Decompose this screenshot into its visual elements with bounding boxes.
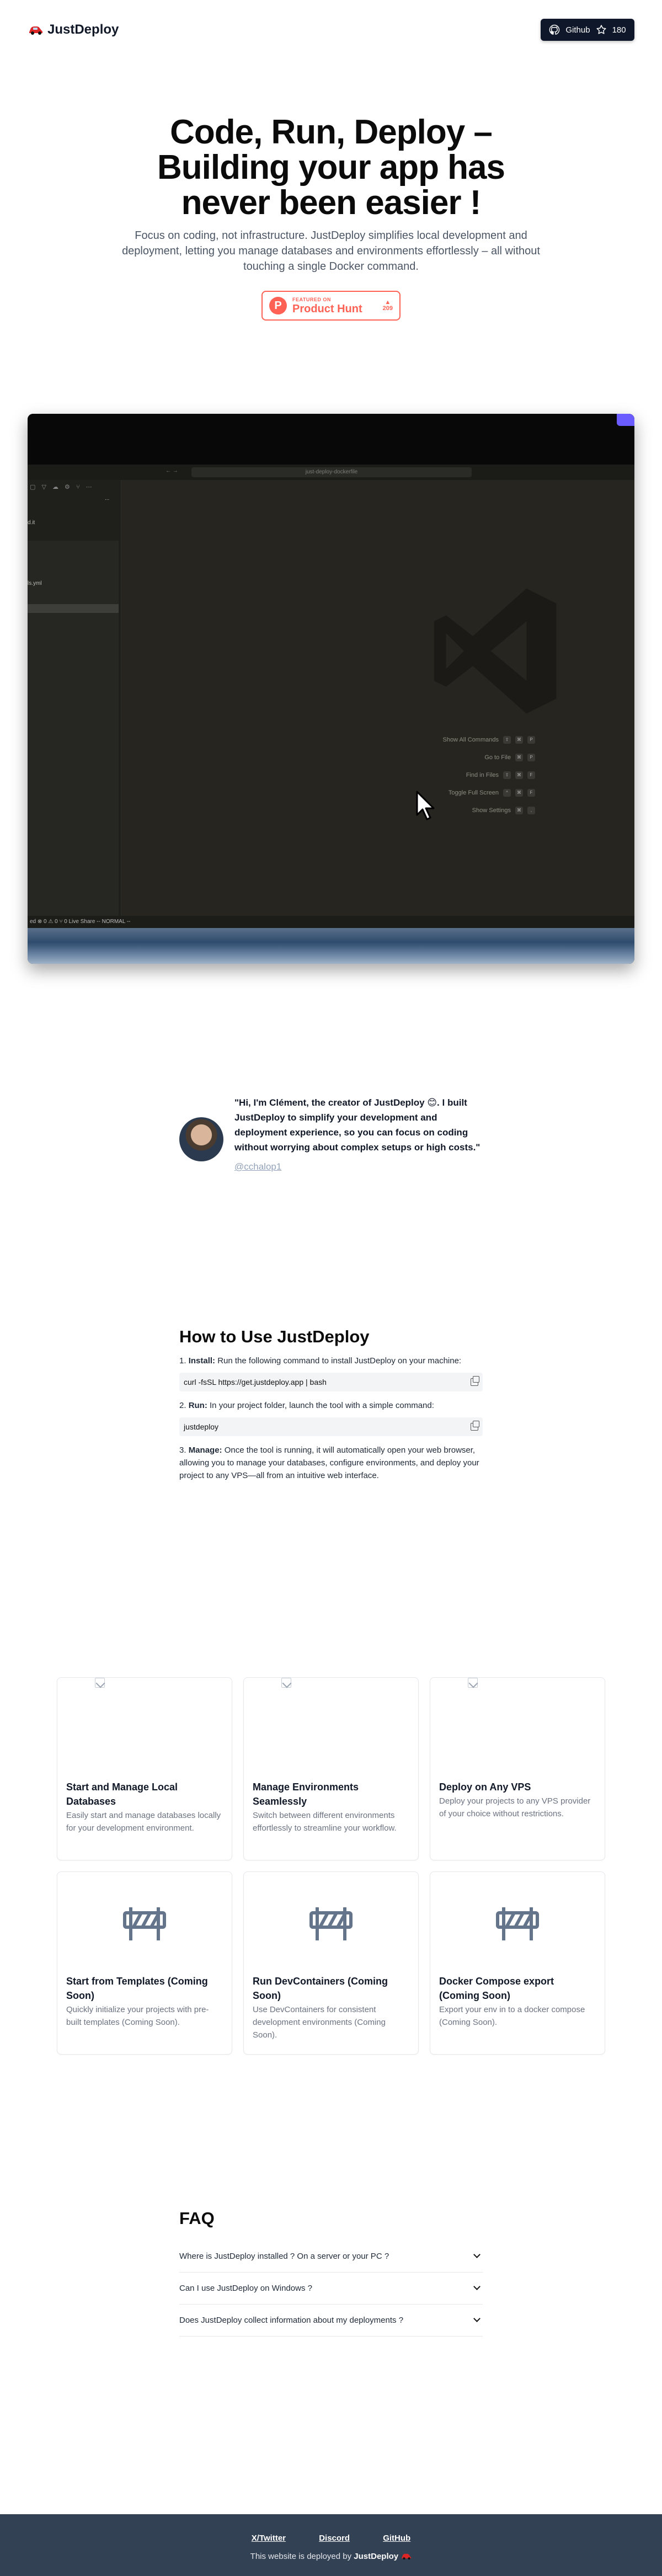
site-header xyxy=(0,0,662,61)
feature-card xyxy=(243,1677,419,1860)
quote-text: "Hi, I'm Clément, the creator of JustDeploy 😊. I built JustDeploy to simplify your development and deployment experience, so you can focus on coding without worrying about complex setups or high costs." xyxy=(234,1097,481,1153)
car-logo-icon xyxy=(401,2552,412,2560)
nav-arrows-icon: ← → xyxy=(166,468,178,474)
ph-votes xyxy=(383,300,393,312)
broken-image-icon xyxy=(95,1678,105,1688)
feature-card xyxy=(57,1677,232,1860)
editor-status-bar: ed ⊗ 0 ⚠ 0 ⑂ 0 Live Share -- NORMAL -- xyxy=(28,916,634,928)
editor-titlebar xyxy=(28,465,634,480)
brand-name: JustDeploy xyxy=(47,22,119,37)
feature-title: Start from Templates (Coming Soon) xyxy=(66,1976,208,2001)
howto-title: How to Use JustDeploy xyxy=(179,1327,370,1346)
sidebar-row: ls.yml xyxy=(28,580,42,586)
copy-icon[interactable] xyxy=(471,1423,478,1431)
faq-question: Does JustDeploy collect information about my deployments ? xyxy=(179,2316,404,2325)
install-command: curl -fsSL https://get.justdeploy.app | bash xyxy=(184,1378,327,1386)
twitter-handle-link[interactable]: @cchalop1 xyxy=(234,1161,282,1172)
broken-image-icon xyxy=(281,1678,291,1688)
step-manage: 3. Manage: Once the tool is running, it will automatically open your web browser, allowing you to manage your databases, configure environments, and deploy your project to any VPS—all from an intuitive web interface. xyxy=(179,1446,479,1480)
footer-link-github[interactable]: GitHub xyxy=(383,2534,411,2543)
github-label: Github xyxy=(565,25,590,35)
avatar xyxy=(179,1117,223,1161)
faq-section xyxy=(179,2209,483,2337)
run-command-block xyxy=(179,1417,483,1436)
demo-screenshot xyxy=(28,414,634,964)
feature-card xyxy=(243,1871,419,2055)
github-stars-count: 180 xyxy=(612,25,626,35)
copy-icon[interactable] xyxy=(471,1378,478,1386)
github-star-button[interactable] xyxy=(541,19,634,41)
sidebar-row: ... xyxy=(105,495,110,502)
screen-recording-icon xyxy=(617,414,634,426)
broken-image-icon xyxy=(468,1678,478,1688)
faq-item[interactable] xyxy=(179,2305,483,2337)
shortcut-row: Show All Commands ⇧ ⌘ P xyxy=(392,731,535,749)
feature-card xyxy=(430,1871,605,2055)
feature-title: Run DevContainers (Coming Soon) xyxy=(253,1976,388,2001)
shortcut-list xyxy=(392,731,535,819)
construction-barrier-icon xyxy=(309,1904,353,1943)
github-icon xyxy=(549,24,560,35)
product-hunt-badge[interactable] xyxy=(261,291,401,321)
feature-desc: Switch between different environments effortlessly to streamline your workflow. xyxy=(253,1811,397,1833)
footer-brand: JustDeploy xyxy=(354,2552,399,2561)
macos-top-area xyxy=(28,414,634,465)
step-run: 2. Run: In your project folder, launch the tool with a simple command: xyxy=(179,1401,434,1410)
step-install: 1. Install: Run the following command to install JustDeploy on your machine: xyxy=(179,1356,462,1366)
star-icon xyxy=(596,24,607,35)
editor-search-input: just-deploy-dockerfile xyxy=(191,467,472,477)
footer-links xyxy=(0,2534,662,2543)
upvote-triangle-icon: ▲ xyxy=(385,299,391,306)
vscode-watermark-icon xyxy=(419,577,568,726)
sidebar-highlight-row xyxy=(28,604,119,613)
desktop-wallpaper xyxy=(28,928,634,964)
feature-desc: Quickly initialize your projects with pre-built templates (Coming Soon). xyxy=(66,2005,209,2027)
feature-desc: Deploy your projects to any VPS provider of your choice without restrictions. xyxy=(439,1796,591,1818)
ph-vote-count: 209 xyxy=(382,305,393,312)
install-command-block xyxy=(179,1373,483,1391)
construction-barrier-icon xyxy=(495,1904,540,1943)
faq-title: FAQ xyxy=(179,2209,215,2228)
chevron-down-icon xyxy=(473,2283,481,2290)
shortcut-row: Show Settings ⌘ , xyxy=(392,802,535,819)
faq-item[interactable] xyxy=(179,2241,483,2273)
faq-question: Can I use JustDeploy on Windows ? xyxy=(179,2284,312,2293)
creator-quote xyxy=(179,1095,488,1172)
product-hunt-logo-icon: P xyxy=(269,297,287,314)
shortcut-row: Toggle Full Screen ^ ⌘ F xyxy=(392,784,535,802)
ph-featured-label: FEATURED ON xyxy=(292,296,331,302)
feature-title: Deploy on Any VPS xyxy=(439,1782,531,1793)
chevron-down-icon xyxy=(473,2315,481,2322)
run-command: justdeploy xyxy=(184,1422,219,1431)
feature-desc: Easily start and manage databases locally for your development environment. xyxy=(66,1811,221,1833)
brand-logo-link[interactable] xyxy=(28,22,119,38)
footer-note: This website is deployed by JustDeploy xyxy=(0,2552,662,2561)
features-grid xyxy=(57,1677,605,2055)
ph-brand-label: Product Hunt xyxy=(292,302,362,315)
feature-card xyxy=(430,1677,605,1860)
feature-title: Start and Manage Local Databases xyxy=(66,1782,178,1807)
hero-title: Code, Run, Deploy – Building your app has never been easier ! xyxy=(157,113,505,222)
construction-barrier-icon xyxy=(122,1904,167,1943)
editor-sidebar xyxy=(28,480,121,916)
feature-title: Manage Environments Seamlessly xyxy=(253,1782,359,1807)
shortcut-row: Find in Files ⇧ ⌘ F xyxy=(392,766,535,784)
editor-main xyxy=(121,480,634,916)
sidebar-row: d.it xyxy=(28,520,35,526)
feature-desc: Use DevContainers for consistent development environments (Coming Soon). xyxy=(253,2005,386,2040)
feature-desc: Export your env in to a docker compose (Coming Soon). xyxy=(439,2005,585,2027)
feature-card xyxy=(57,1871,232,2055)
hero-subtitle: Focus on coding, not infrastructure. JustDeploy simplifies local development and deployment, letting you manage databases and environments effortlessly – all without touching a single Docker command. xyxy=(122,230,540,273)
site-footer xyxy=(0,2514,662,2576)
faq-question: Where is JustDeploy installed ? On a server or your PC ? xyxy=(179,2252,389,2261)
sidebar-panel xyxy=(28,541,119,921)
chevron-down-icon xyxy=(473,2251,481,2258)
feature-title: Docker Compose export (Coming Soon) xyxy=(439,1976,554,2001)
car-logo-icon xyxy=(28,24,43,35)
sidebar-toolbar-icons: ▢ ▽ ☁ ⚙ ⑂ ⋯ xyxy=(30,484,94,490)
shortcut-row: Go to File ⌘ P xyxy=(392,749,535,766)
howto-section xyxy=(179,1327,483,1482)
footer-link-discord[interactable]: Discord xyxy=(319,2534,350,2543)
faq-item[interactable] xyxy=(179,2273,483,2305)
footer-link-twitter[interactable]: X/Twitter xyxy=(251,2534,286,2543)
mouse-cursor-icon xyxy=(415,791,437,822)
